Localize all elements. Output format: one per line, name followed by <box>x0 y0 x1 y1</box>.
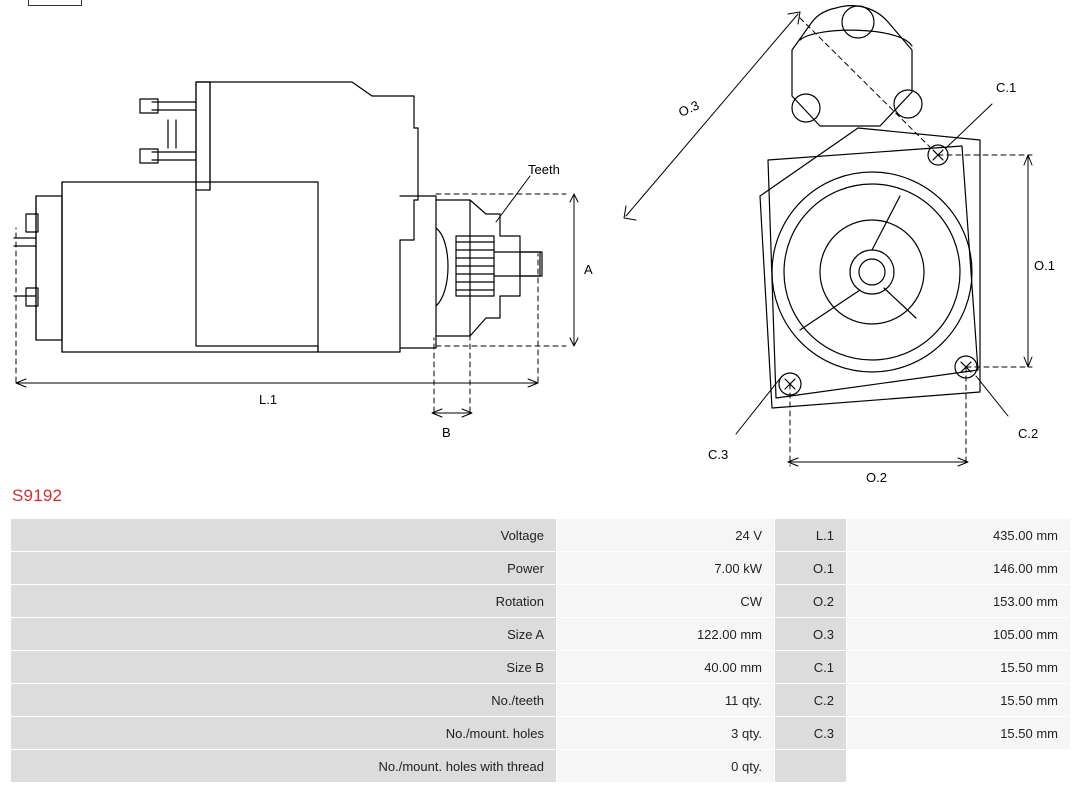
label-teeth: Teeth <box>528 162 560 177</box>
spec-table-body <box>11 519 1071 783</box>
dim-value: 146.00 mm <box>847 552 1071 585</box>
dim-label: L.1 <box>775 519 847 552</box>
dim-label: O.2 <box>775 585 847 618</box>
spec-label: Voltage <box>11 519 557 552</box>
dim-o3 <box>624 12 800 220</box>
spec-label: Size A <box>11 618 557 651</box>
spec-label: Rotation <box>11 585 557 618</box>
dim-o2 <box>788 458 968 466</box>
dim-label: O.1 <box>775 552 847 585</box>
dim-o1 <box>1024 155 1032 367</box>
dim-value-empty <box>847 750 1071 783</box>
table-row <box>11 750 1071 783</box>
table-row <box>11 585 1071 618</box>
table-row <box>11 519 1071 552</box>
dim-label: C.2 <box>775 684 847 717</box>
label-l1: L.1 <box>259 392 278 407</box>
spec-value: 122.00 mm <box>557 618 775 651</box>
table-row <box>11 717 1071 750</box>
label-o3: O.3 <box>676 97 702 120</box>
dim-value: 15.50 mm <box>847 717 1071 750</box>
dim-value: 435.00 mm <box>847 519 1071 552</box>
table-row <box>11 651 1071 684</box>
dim-label: C.1 <box>775 651 847 684</box>
front-view-body <box>760 6 980 408</box>
label-a: A <box>584 262 593 277</box>
label-o2: O.2 <box>866 470 887 485</box>
spec-label: No./mount. holes with thread <box>11 750 557 783</box>
table-row <box>11 684 1071 717</box>
spec-value: 40.00 mm <box>557 651 775 684</box>
dim-value: 105.00 mm <box>847 618 1071 651</box>
spec-value: 0 qty. <box>557 750 775 783</box>
part-number: S9192 <box>12 486 63 505</box>
spec-value: CW <box>557 585 775 618</box>
label-c3: C.3 <box>708 447 729 462</box>
spec-value: 24 V <box>557 519 775 552</box>
label-c2: C.2 <box>1018 426 1039 441</box>
label-b: B <box>442 425 451 440</box>
side-view-body <box>14 82 542 352</box>
spec-value: 3 qty. <box>557 717 775 750</box>
dim-l1 <box>16 379 538 387</box>
dim-a <box>570 194 578 346</box>
spec-value: 7.00 kW <box>557 552 775 585</box>
dim-label-empty <box>775 750 847 783</box>
spec-label: Power <box>11 552 557 585</box>
teeth-leader <box>496 176 530 222</box>
spec-label: No./teeth <box>11 684 557 717</box>
spec-table-container <box>10 518 1070 783</box>
dim-construction-dashed <box>16 194 566 412</box>
spec-label: Size B <box>11 651 557 684</box>
spec-value: 11 qty. <box>557 684 775 717</box>
table-row <box>11 618 1071 651</box>
table-row <box>11 552 1071 585</box>
dim-label: O.3 <box>775 618 847 651</box>
label-o1: O.1 <box>1034 258 1055 273</box>
dim-value: 15.50 mm <box>847 684 1071 717</box>
spec-table <box>10 518 1071 783</box>
dim-b <box>432 409 472 417</box>
spec-label: No./mount. holes <box>11 717 557 750</box>
dim-label: C.3 <box>775 717 847 750</box>
label-c1: C.1 <box>996 80 1017 95</box>
dim-value: 15.50 mm <box>847 651 1071 684</box>
dim-value: 153.00 mm <box>847 585 1071 618</box>
